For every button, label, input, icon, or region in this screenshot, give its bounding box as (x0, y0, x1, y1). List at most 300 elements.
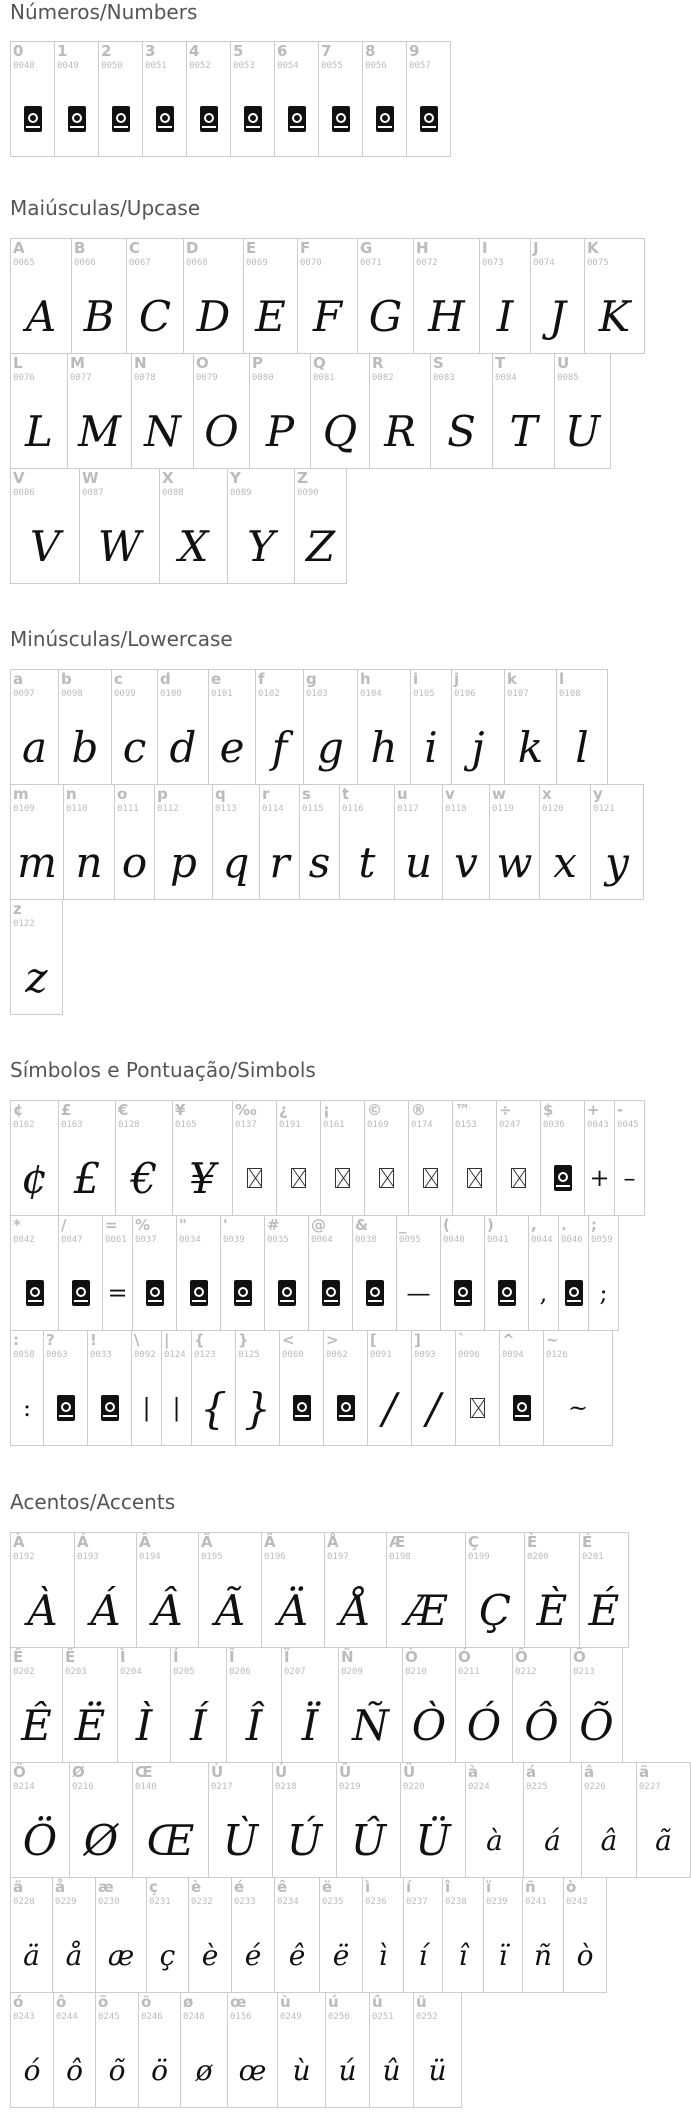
glyph-code-label: 0191 (279, 1120, 301, 1130)
glyph-sample: M (77, 406, 121, 456)
glyph-cell (274, 41, 319, 157)
glyph-character-label: \ (134, 1331, 140, 1349)
glyph-cell (10, 784, 64, 900)
glyph-character-label: æ (98, 1878, 114, 1896)
glyph-cell (584, 238, 645, 354)
glyph-sample: ã (655, 1823, 672, 1857)
glyph-sample: e (219, 722, 245, 772)
glyph-cell (352, 1215, 397, 1331)
notdef-glyph-icon (420, 106, 438, 132)
glyph-character-label: : (13, 1331, 19, 1349)
glyph-character-label: * (13, 1216, 21, 1234)
glyph-character-label: á (526, 1763, 537, 1781)
glyph-sample: Ø (83, 1815, 119, 1865)
glyph-character-label: 6 (277, 42, 288, 60)
glyph-sample: b (71, 722, 99, 772)
glyph-code-label: 0113 (215, 804, 237, 814)
glyph-code-label: 0067 (129, 258, 151, 268)
glyph-sample: À (27, 1585, 58, 1635)
glyph-sample: Î (245, 1700, 263, 1750)
missing-glyph-badge-icon (99, 86, 142, 152)
missing-glyph-badge-icon (265, 1260, 308, 1326)
glyph-cell (172, 1100, 233, 1216)
glyph-code-label: 0162 (13, 1120, 35, 1130)
notdef-glyph-icon (26, 1280, 44, 1306)
glyph-code-label: 0036 (543, 1120, 565, 1130)
glyph-cell (588, 1215, 619, 1331)
glyph-sample: k (517, 722, 544, 772)
glyph-code-label: 0069 (246, 258, 268, 268)
glyph-character-label: ¢ (13, 1101, 24, 1119)
glyph-cell (396, 1215, 441, 1331)
glyph-code-label: 0097 (13, 689, 35, 699)
glyph-character-label: 7 (321, 42, 332, 60)
glyph-sample: é (244, 1938, 262, 1972)
missing-glyph-badge-icon (88, 1375, 131, 1441)
empty-box-icon (467, 1168, 482, 1188)
missing-glyph-box-icon (321, 1145, 364, 1211)
glyph-cell (111, 669, 158, 785)
glyph-code-label: 0229 (55, 1897, 77, 1907)
glyph-grid-symbols (10, 1100, 644, 1445)
glyph-row (10, 1992, 690, 2107)
glyph-code-label: 0232 (191, 1897, 213, 1907)
glyph-character-label: Î (229, 1648, 235, 1666)
glyph-sample: Ï (301, 1700, 319, 1750)
glyph-code-label: 0087 (82, 488, 104, 498)
glyph-code-label: 0044 (531, 1235, 553, 1245)
glyph-code-label: 0059 (591, 1235, 613, 1245)
glyph-code-label: 0074 (533, 258, 555, 268)
missing-glyph-badge-icon (275, 86, 318, 152)
glyph-character-label: n (66, 785, 77, 803)
glyph-code-label: 0049 (57, 61, 79, 71)
glyph-character-label: L (13, 354, 23, 372)
notdef-glyph-icon (366, 1280, 384, 1306)
glyph-character-label: q (215, 785, 226, 803)
glyph-code-label: 0117 (397, 804, 419, 814)
glyph-code-label: 0034 (179, 1235, 201, 1245)
empty-box-icon (335, 1168, 350, 1188)
glyph-sample: o (121, 837, 148, 887)
glyph-character-label: f (258, 670, 265, 688)
glyph-cell (58, 669, 112, 785)
missing-glyph-box-icon (233, 1145, 276, 1211)
glyph-sample: l (575, 722, 589, 772)
glyph-code-label: 0227 (639, 1782, 661, 1792)
glyph-character-label: X (162, 469, 174, 487)
glyph-character-label: h (360, 670, 371, 688)
glyph-cell (539, 784, 591, 900)
glyph-cell (220, 1215, 265, 1331)
notdef-glyph-icon (112, 106, 130, 132)
glyph-cell (69, 1762, 133, 1878)
glyph-character-label: { (194, 1331, 205, 1349)
glyph-sample: Ù (222, 1815, 259, 1865)
glyph-cell (264, 1215, 309, 1331)
glyph-code-label: 0053 (233, 61, 255, 71)
glyph-sample: x (553, 837, 577, 887)
glyph-row (10, 1762, 690, 1877)
glyph-character-label: è (191, 1878, 202, 1896)
glyph-sample: = (107, 1279, 128, 1307)
glyph-sample: u (404, 837, 433, 887)
glyph-sample: + (589, 1164, 610, 1192)
glyph-sample: s (308, 837, 331, 887)
glyph-sample: Ü (415, 1815, 451, 1865)
glyph-cell (325, 1992, 370, 2108)
glyph-cell (10, 41, 55, 157)
glyph-sample: ó (23, 2053, 41, 2087)
missing-glyph-badge-icon (44, 1375, 87, 1441)
glyph-cell (259, 784, 300, 900)
glyph-cell (279, 1330, 324, 1446)
glyph-code-label: 0211 (458, 1667, 480, 1677)
glyph-sample: : (22, 1394, 32, 1422)
glyph-code-label: 0213 (573, 1667, 595, 1677)
glyph-cell (512, 1647, 571, 1763)
glyph-cell (440, 1215, 485, 1331)
glyph-code-label: 0047 (61, 1235, 83, 1245)
glyph-character-label: Õ (573, 1648, 586, 1666)
glyph-cell (496, 1100, 541, 1216)
glyph-cell (442, 784, 490, 900)
notdef-glyph-icon (322, 1280, 340, 1306)
glyph-cell (74, 1532, 137, 1648)
glyph-code-label: 0217 (211, 1782, 233, 1792)
glyph-character-label: Ñ (341, 1648, 354, 1666)
glyph-cell (183, 238, 244, 354)
notdef-glyph-icon (278, 1280, 296, 1306)
glyph-sample: ï (498, 1938, 508, 1972)
glyph-character-label: ? (46, 1331, 55, 1349)
glyph-row (10, 1215, 644, 1330)
glyph-code-label: 0046 (561, 1235, 583, 1245)
glyph-character-label: K (587, 239, 599, 257)
glyph-character-label: $ (543, 1101, 554, 1119)
notdef-glyph-icon (190, 1280, 208, 1306)
glyph-character-label: e (211, 670, 222, 688)
glyph-sample: Ä (277, 1585, 309, 1635)
glyph-code-label: 0128 (118, 1120, 140, 1130)
glyph-sample: z (25, 952, 48, 1002)
glyph-cell (336, 1762, 401, 1878)
glyph-code-label: 0216 (72, 1782, 94, 1792)
missing-glyph-box-icon (277, 1145, 320, 1211)
glyph-cell (193, 353, 250, 469)
missing-glyph-badge-icon (353, 1260, 396, 1326)
glyph-row (10, 1100, 644, 1215)
glyph-sample: Ñ (352, 1700, 389, 1750)
notdef-glyph-icon (513, 1395, 531, 1421)
glyph-code-label: 0114 (262, 804, 284, 814)
glyph-character-label: ¡ (323, 1101, 330, 1119)
glyph-code-label: 0194 (139, 1552, 161, 1562)
glyph-cell (62, 1647, 118, 1763)
glyph-code-label: 0093 (414, 1350, 436, 1360)
glyph-row (10, 1877, 690, 1992)
glyph-character-label: J (533, 239, 539, 257)
glyph-code-label: 0101 (211, 689, 233, 699)
glyph-character-label: Ù (211, 1763, 224, 1781)
glyph-sample: F (312, 291, 343, 341)
glyph-sample: æ (107, 1938, 135, 1972)
glyph-code-label: 0082 (372, 373, 394, 383)
glyph-sample: { (200, 1383, 227, 1433)
glyph-character-label: t (342, 785, 350, 803)
glyph-sample: V (29, 521, 61, 571)
glyph-code-label: 0064 (311, 1235, 333, 1245)
glyph-sample: A (25, 291, 57, 341)
glyph-code-label: 0243 (13, 2012, 35, 2022)
notdef-glyph-icon (376, 106, 394, 132)
glyph-character-label: E (246, 239, 257, 257)
glyph-sample: / (426, 1383, 441, 1433)
glyph-sample: T (509, 406, 538, 456)
section-title-symbols: Símbolos e Pontuação/Simbols (10, 1058, 316, 1082)
glyph-code-label: 0226 (584, 1782, 606, 1792)
glyph-character-label: Q (313, 354, 326, 372)
glyph-character-label: È (527, 1533, 538, 1551)
glyph-cell (451, 669, 505, 785)
glyph-character-label: ¥ (175, 1101, 186, 1119)
glyph-code-label: 0109 (13, 804, 35, 814)
glyph-cell (10, 238, 72, 354)
notdef-glyph-icon (156, 106, 174, 132)
glyph-cell (339, 784, 395, 900)
glyph-sample: í (418, 1938, 428, 1972)
glyph-character-label: / (61, 1216, 67, 1234)
glyph-code-label: 0072 (416, 258, 438, 268)
glyph-character-label: 3 (145, 42, 156, 60)
glyph-character-label: Ç (468, 1533, 480, 1551)
glyph-character-label: B (74, 239, 86, 257)
glyph-code-label: 0161 (323, 1120, 345, 1130)
glyph-code-label: 0080 (252, 373, 274, 383)
glyph-character-label: ; (591, 1216, 597, 1234)
glyph-cell (452, 1100, 497, 1216)
glyph-character-label: g (306, 670, 317, 688)
glyph-character-label: â (584, 1763, 595, 1781)
glyph-sample: | (172, 1394, 181, 1422)
glyph-grid-upcase (10, 238, 644, 583)
glyph-code-label: 0104 (360, 689, 382, 699)
glyph-character-label: b (61, 670, 72, 688)
glyph-code-label: 0043 (587, 1120, 609, 1130)
glyph-cell (159, 468, 228, 584)
missing-glyph-badge-icon (55, 86, 98, 152)
glyph-sample: I (496, 291, 514, 341)
glyph-cell (556, 669, 608, 785)
glyph-code-label: 0206 (229, 1667, 251, 1677)
glyph-code-label: 0199 (468, 1552, 490, 1562)
glyph-sample: ä (23, 1938, 40, 1972)
glyph-code-label: 0107 (507, 689, 529, 699)
glyph-cell (208, 1762, 273, 1878)
glyph-character-label: M (70, 354, 85, 372)
glyph-code-label: 0055 (321, 61, 343, 71)
glyph-sample: C (138, 291, 172, 341)
glyph-sample: y (605, 837, 629, 887)
glyph-sample: ì (378, 1938, 388, 1972)
glyph-cell (320, 1100, 365, 1216)
glyph-cell (58, 1215, 103, 1331)
glyph-character-label: À (13, 1533, 25, 1551)
glyph-character-label: p (157, 785, 168, 803)
glyph-character-label: c (114, 670, 123, 688)
glyph-character-label: z (13, 900, 22, 918)
glyph-character-label: Å (327, 1533, 339, 1551)
glyph-sample: G (368, 291, 403, 341)
glyph-character-label: Á (77, 1533, 89, 1551)
glyph-code-label: 0200 (527, 1552, 549, 1562)
glyph-code-label: 0033 (90, 1350, 112, 1360)
glyph-character-label: d (160, 670, 171, 688)
glyph-code-label: 0039 (223, 1235, 245, 1245)
glyph-cell (131, 1330, 162, 1446)
glyph-sample: ø (195, 2053, 213, 2087)
glyph-cell (126, 238, 184, 354)
glyph-cell (323, 1330, 368, 1446)
glyph-row (10, 784, 643, 899)
glyph-character-label: v (445, 785, 455, 803)
glyph-code-label: 0083 (433, 373, 455, 383)
glyph-code-label: 0230 (98, 1897, 120, 1907)
glyph-code-label: 0066 (74, 258, 96, 268)
glyph-cell (10, 1762, 70, 1878)
missing-glyph-badge-icon (485, 1260, 528, 1326)
glyph-sample: Á (90, 1585, 121, 1635)
glyph-character-label: I (482, 239, 488, 257)
glyph-code-label: 0115 (302, 804, 324, 814)
glyph-sample: , (539, 1279, 548, 1307)
glyph-code-label: 0122 (13, 919, 35, 929)
glyph-character-label: W (82, 469, 99, 487)
glyph-cell (10, 353, 68, 469)
missing-glyph-box-icon (456, 1375, 499, 1441)
glyph-cell (543, 1330, 613, 1446)
missing-glyph-badge-icon (11, 86, 54, 152)
glyph-sample: } (244, 1383, 271, 1433)
glyph-character-label: V (13, 469, 25, 487)
glyph-character-label: É (582, 1533, 593, 1551)
glyph-cell (243, 238, 298, 354)
glyph-character-label: k (507, 670, 517, 688)
glyph-character-label: O (196, 354, 209, 372)
glyph-sample: è (201, 1938, 219, 1972)
glyph-character-label: ï (486, 1878, 492, 1896)
glyph-code-label: 0089 (230, 488, 252, 498)
glyph-cell (394, 784, 443, 900)
glyph-code-label: 0210 (405, 1667, 427, 1677)
glyph-sample: û (382, 2053, 401, 2087)
glyph-character-label: j (454, 670, 460, 688)
glyph-character-label: < (282, 1331, 295, 1349)
glyph-character-label: , (531, 1216, 537, 1234)
glyph-character-label: å (55, 1878, 66, 1896)
glyph-sample: á (544, 1823, 561, 1857)
empty-box-icon (470, 1398, 485, 1418)
glyph-sample: Ö (22, 1815, 58, 1865)
missing-glyph-badge-icon (221, 1260, 264, 1326)
glyph-code-label: 0250 (328, 2012, 350, 2022)
glyph-sample: J (549, 291, 566, 341)
glyph-code-label: 0205 (173, 1667, 195, 1677)
glyph-sample: ù (292, 2053, 311, 2087)
glyph-character-label: x (542, 785, 552, 803)
glyph-grid-lowercase (10, 669, 643, 1014)
glyph-character-label: } (238, 1331, 249, 1349)
glyph-sample: g (317, 722, 344, 772)
glyph-character-label: u (397, 785, 408, 803)
glyph-cell (410, 669, 452, 785)
missing-glyph-box-icon (409, 1145, 452, 1211)
glyph-sample: H (428, 291, 465, 341)
missing-glyph-badge-icon (187, 86, 230, 152)
glyph-code-label: 0061 (105, 1235, 127, 1245)
glyph-cell (369, 1992, 414, 2108)
glyph-cell (408, 1100, 453, 1216)
glyph-cell (52, 1877, 96, 1993)
glyph-sample: w (496, 837, 533, 887)
glyph-sample: – (623, 1164, 636, 1192)
glyph-code-label: 0108 (559, 689, 581, 699)
glyph-sample: p (170, 837, 197, 887)
glyph-code-label: 0120 (542, 804, 564, 814)
glyph-cell (227, 468, 295, 584)
glyph-cell (411, 1330, 456, 1446)
missing-glyph-box-icon (453, 1145, 496, 1211)
glyph-code-label: 0198 (389, 1552, 411, 1562)
glyph-cell (369, 353, 431, 469)
glyph-character-label: 5 (233, 42, 244, 60)
glyph-code-label: 0214 (13, 1782, 35, 1792)
glyph-character-label: £ (61, 1101, 72, 1119)
glyph-code-label: 0137 (235, 1120, 257, 1130)
glyph-sample: E (255, 291, 286, 341)
notdef-glyph-icon (234, 1280, 252, 1306)
glyph-character-label: # (267, 1216, 280, 1234)
glyph-code-label: 0237 (406, 1897, 428, 1907)
glyph-character-label: Ô (515, 1648, 528, 1666)
glyph-character-label: Ó (458, 1648, 471, 1666)
empty-box-icon (423, 1168, 438, 1188)
glyph-code-label: 0209 (341, 1667, 363, 1677)
glyph-cell (43, 1330, 88, 1446)
glyph-cell (465, 1532, 525, 1648)
glyph-code-label: 0102 (258, 689, 280, 699)
glyph-character-label: S (433, 354, 444, 372)
glyph-character-label: ã (639, 1763, 650, 1781)
glyph-cell (142, 41, 187, 157)
notdef-glyph-icon (454, 1280, 472, 1306)
missing-glyph-badge-icon (559, 1260, 588, 1326)
glyph-code-label: 0204 (120, 1667, 142, 1677)
glyph-code-label: 0238 (445, 1897, 467, 1907)
glyph-character-label: ü (416, 1993, 427, 2011)
glyph-cell (198, 1532, 262, 1648)
glyph-code-label: 0118 (445, 804, 467, 814)
glyph-code-label: 0247 (499, 1120, 521, 1130)
glyph-cell (249, 353, 311, 469)
glyph-character-label: ñ (525, 1878, 536, 1896)
missing-glyph-badge-icon (133, 1260, 176, 1326)
glyph-character-label: s (302, 785, 311, 803)
glyph-code-label: 0070 (300, 258, 322, 268)
glyph-code-label: 0244 (56, 2012, 78, 2022)
glyph-character-label: ç (149, 1878, 158, 1896)
glyph-code-label: 0105 (413, 689, 435, 699)
